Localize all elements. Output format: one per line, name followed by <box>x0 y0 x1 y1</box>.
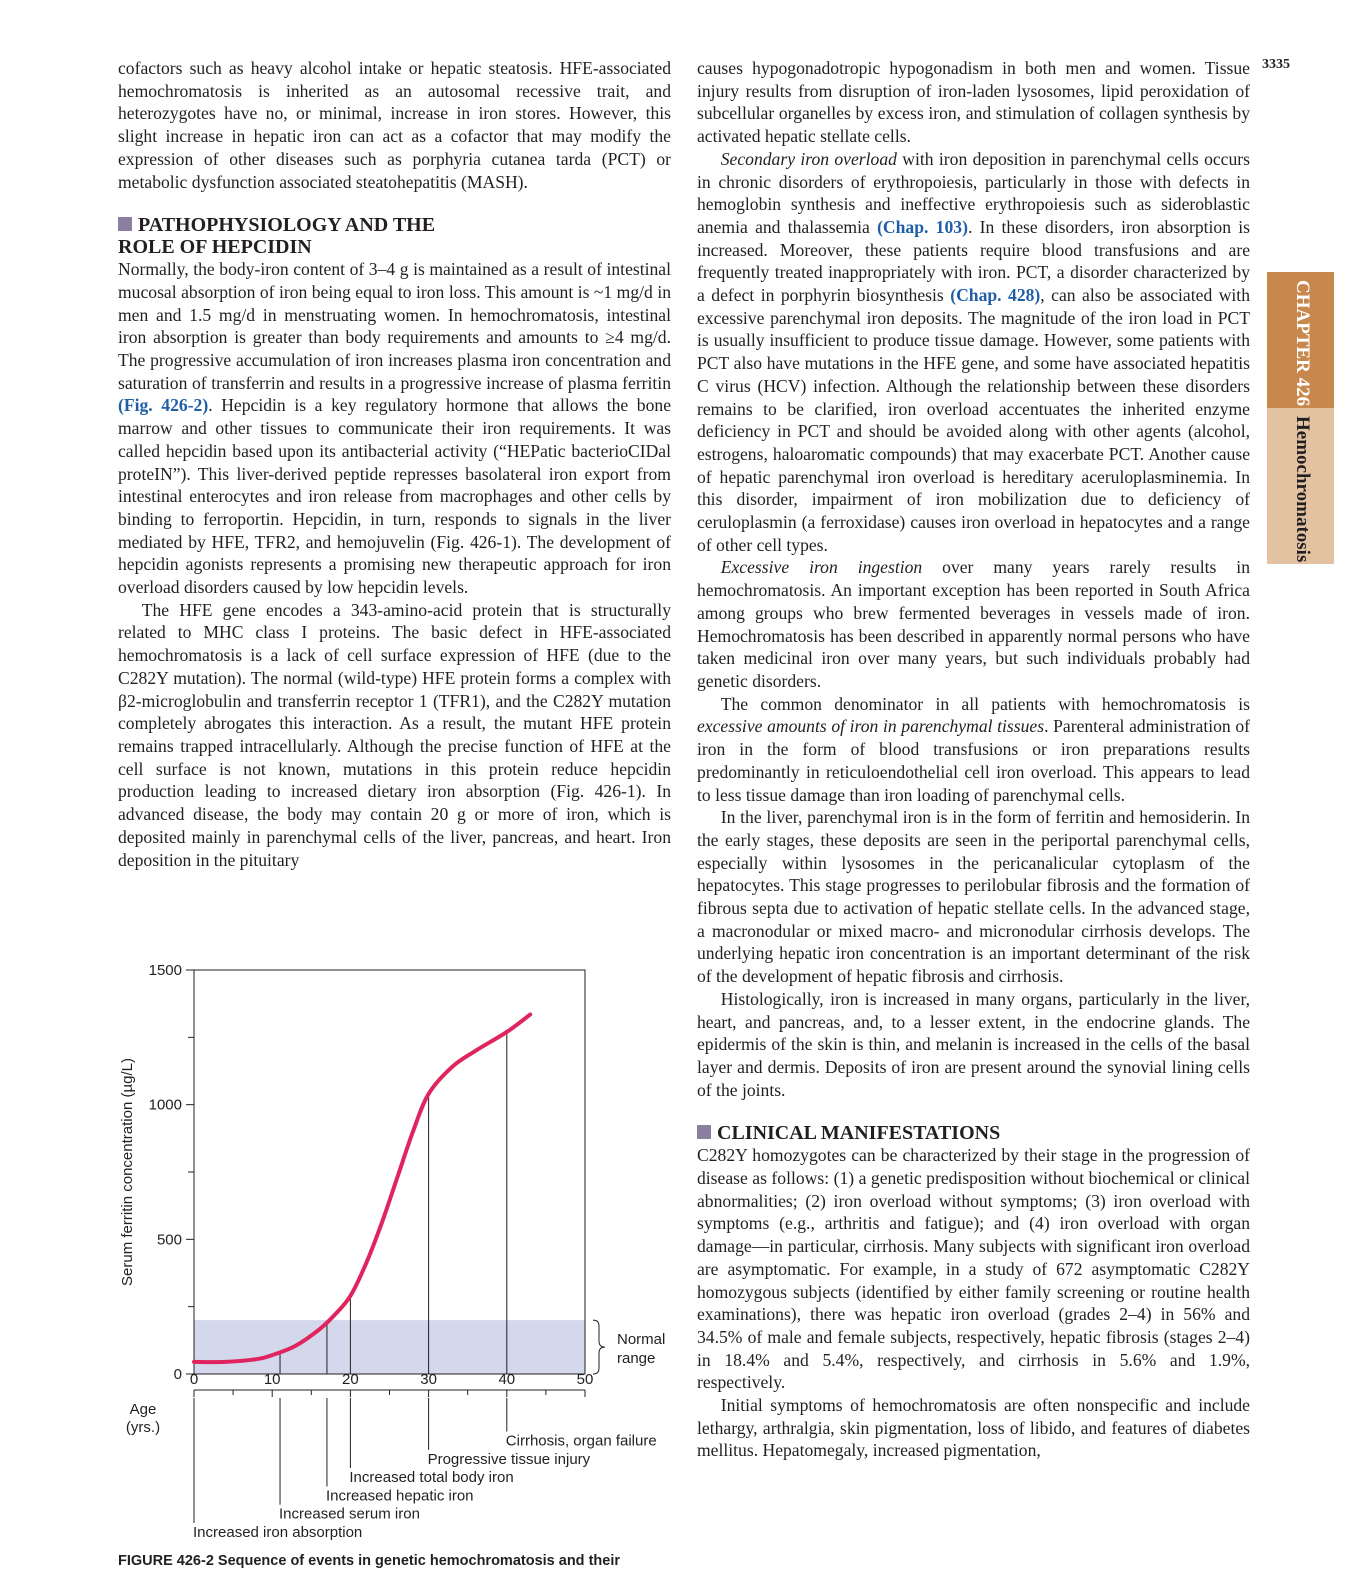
y-tick-label: 1000 <box>148 1096 182 1114</box>
section-heading-pathophysiology: PATHOPHYSIOLOGY AND THE ROLE OF HEPCIDIN <box>118 214 436 259</box>
chapter-link[interactable]: (Chap. 103) <box>877 216 968 237</box>
event-label: Increased iron absorption <box>193 1524 363 1541</box>
normal-range-brace <box>593 1320 605 1374</box>
paragraph: In the liver, parenchymal iron is in the form of ferritin and hemosiderin. In the early stages, these deposits are seen in the periportal parenchymal cells, especially within lysosomes in the pericanalicular cytoplasm of the hepatocytes. This stage progresses to perilobular fibrosis and the formation of fibrous septa due to activation of hepatic stellate cells. In the advanced stage, a macronodular or mixed macro- and micronodular cirrhosis develops. The underlying hepatic iron concentration is an important determinant of the risk of the development of hepatic fibrosis and cirrhosis. <box>697 807 1250 987</box>
left-column <box>118 57 671 871</box>
event-label: Progressive tissue injury <box>427 1450 591 1468</box>
paragraph: causes hypogonadotropic hypogonadism in both men and women. Tissue injury results from disruption of iron-laden lysosomes, lipid peroxidation of subcellular organelles by excess iron, and stimulation of collagen synthesis by activated hepatic stellate cells. <box>697 58 1250 147</box>
section-heading-clinical: CLINICAL MANIFESTATIONS <box>697 1122 1250 1144</box>
paragraph: Histologically, iron is increased in many organs, particularly in the liver, heart, and pancreas, and, to a lesser extent, in the endocrine glands. The epidermis of the skin is thin, and melanin is increased in the cells of the basal layer and dermis. Deposits of iron are present around the synovial lining cells of the joints. <box>697 988 1250 1100</box>
y-tick-label: 1500 <box>148 962 182 979</box>
plot-frame <box>194 970 585 1374</box>
paragraph: The HFE gene encodes a 343-amino-acid protein that is structurally related to MHC class I proteins. The basic defect in HFE-associated hemochromatosis is a lack of cell surface expression of HFE (due to the C282Y mutation). The normal (wild-type) HFE protein forms a complex with β2-microglobulin and transferrin receptor 1 (TFR1), and the C282Y mutation completely abrogates this interaction. As a result, the mutant HFE protein remains trapped intracellularly. Although the precise function of HFE at the cell surface is not known, mutations in this protein reduce hepcidin production leading to increased dietary iron absorption (Fig. 426-1). In advanced disease, the body may contain 20 g or more of iron, which is deposited mainly in parenchymal cells of the liver, pancreas, and heart. Iron deposition in the pituitary <box>118 599 671 870</box>
event-label: Increased hepatic iron <box>325 1487 474 1505</box>
paragraph: Initial symptoms of hemochromatosis are often nonspecific and include lethargy, arthralgia, skin pigmentation, loss of libido, and features of diabetes mellitus. Hepatomegaly, increased pigmentation, <box>697 1395 1250 1461</box>
x-axis-label: (yrs.) <box>125 1419 161 1436</box>
paragraph: The common denominator in all patients with hemochromatosis is excessive amounts of iron in parenchymal tissues. Parenteral administration of iron in the form of blood transfusions or iron preparations results predominantly in reticuloendothelial cell iron overload. This appears to lead to less tissue damage than iron loading of parenchymal cells. <box>697 693 1250 805</box>
x-tick-label: 20 <box>342 1371 359 1388</box>
normal-range-band <box>194 1320 585 1374</box>
heading-square-icon <box>118 217 132 231</box>
x-tick-label: 40 <box>498 1371 516 1388</box>
ferritin-curve <box>194 1014 530 1362</box>
paragraph: C282Y homozygotes can be characterized by their stage in the progression of disease as follows: (1) a genetic predisposition without biochemical or clinical abnormalities; (2) iron overload without symptoms; (3) iron overload with symptoms (e.g., arthritis and fatigue); and (4) iron overload with organ damage—in particular, cirrhosis. Many subjects with significant iron overload are asymptomatic. For example, in a study of 672 asymptomatic C282Y homozygous subjects (identified by either family screening or routine health examinations), there was hepatic iron overload (grades 2–4) in 56% and 34.5% of male and female subjects, respectively, hepatic fibrosis (stages 2–4) in 18.4% and 5.4%, respectively, and cirrhosis in 5.6% and 1.9%, respectively. <box>697 1145 1250 1393</box>
x-tick-label: 30 <box>420 1371 437 1388</box>
paragraph: cofactors such as heavy alcohol intake or hepatic steatosis. HFE-associated hemochromatosis is inherited as an autosomal recessive trait, and heterozygotes have no, or minimal, increase in iron stores. However, this slight increase in hepatic iron can act as a cofactor that may modify the expression of other diseases such as porphyria cutanea tarda (PCT) or metabolic dysfunction associated steatohepatitis (MASH). <box>118 58 671 192</box>
right-column <box>697 57 1250 1462</box>
paragraph: Excessive iron ingestion over many years rarely results in hemochromatosis. An important exception has been reported in South Africa among groups who brew fermented beverages in vessels made of iron. Hemochromatosis has been described in apparently normal persons who have taken medicinal iron over many years, but such individuals probably had genetic disorders. <box>697 557 1250 691</box>
x-tick-label: 0 <box>189 1371 199 1388</box>
ferritin-chart <box>112 955 682 1550</box>
y-tick-label: 500 <box>156 1231 182 1249</box>
chapter-link[interactable]: (Chap. 428) <box>950 285 1041 306</box>
normal-range-label: Normal <box>617 1331 666 1349</box>
heading-square-icon <box>697 1125 711 1139</box>
event-label: Increased total body iron <box>349 1469 514 1487</box>
y-tick-label: 0 <box>173 1366 182 1383</box>
chapter-side-tab <box>1267 272 1334 564</box>
figure-caption: FIGURE 426-2 Sequence of events in genetic hemochromatosis and their <box>118 1553 620 1569</box>
x-axis-label: Age <box>129 1401 157 1418</box>
paragraph: Secondary iron overload with iron deposition in parenchymal cells occurs in chronic disorders of erythropoiesis, particularly in those with defects in hemoglobin synthesis and ineffective erythropoiesis such as sideroblastic anemia and thalassemia (Chap. 103). In these disorders, iron absorption is increased. Moreover, these patients require blood transfusions and are frequently treated inappropriately with iron. PCT, a disorder characterized by a defect in porphyrin biosynthesis (Chap. 428), can also be associated with excessive parenchymal iron deposits. The magnitude of the iron load in PCT is usually insufficient to produce tissue damage. However, some patients with PCT also have mutations in the HFE gene, and some have associated hepatitis C virus (HCV) infection. Although the relationship between these disorders remains to be clarified, iron overload accentuates the inherited enzyme deficiency in PCT and should be avoided along with other agents (alcohol, estrogens, haloaromatic compounds) that may exacerbate PCT. Another cause of hepatic parenchymal iron overload is hereditary aceruloplasminemia. In this disorder, impairment of iron mobilization due to deficiency of ceruloplasmin (a ferroxidase) causes iron overload in hepatocytes and a range of other cell types. <box>697 148 1250 555</box>
event-label: Cirrhosis, organ failure <box>505 1432 657 1450</box>
paragraph: Normally, the body-iron content of 3–4 g is maintained as a result of intestinal mucosal absorption of iron being equal to iron loss. This amount is ~1 mg/d in men and 1.5 mg/d in menstruating women. In hemochromatosis, intestinal iron absorption is greater than body requirements and amounts to ≥4 mg/d. The progressive accumulation of iron increases plasma iron concentration and saturation of transferrin and results in a progressive increase of plasma ferritin (Fig. 426-2). Hepcidin is a key regulatory hormone that allows the bone marrow and other tissues to communicate their iron requirements. It was called hepcidin based upon its antibacterial activity (“HEPatic bacterioCIDal proteIN”). This liver-derived peptide represses basolateral iron export from intestinal enterocytes and iron release from macrophages and other cells by binding to ferroportin. Hepcidin, in turn, responds to signals in the liver mediated by HFE, TFR2, and hemojuvelin (Fig. 426-1). The development of hepcidin agonists represents a promising new therapeutic approach for iron overload disorders caused by low hepcidin levels. <box>118 259 672 598</box>
event-label: Increased serum iron <box>279 1505 420 1523</box>
chapter-title-label: Hemochromatosis <box>1292 416 1313 563</box>
normal-range-label: range <box>617 1350 656 1368</box>
x-tick-label: 50 <box>576 1371 594 1388</box>
chapter-label: CHAPTER 426 <box>1292 280 1313 407</box>
y-axis-label: Serum ferritin concentration (µg/L) <box>119 1058 136 1286</box>
x-tick-label: 10 <box>263 1371 281 1388</box>
page-number: 3335 <box>1262 57 1290 72</box>
figure-link[interactable]: (Fig. 426-2) <box>118 395 209 416</box>
